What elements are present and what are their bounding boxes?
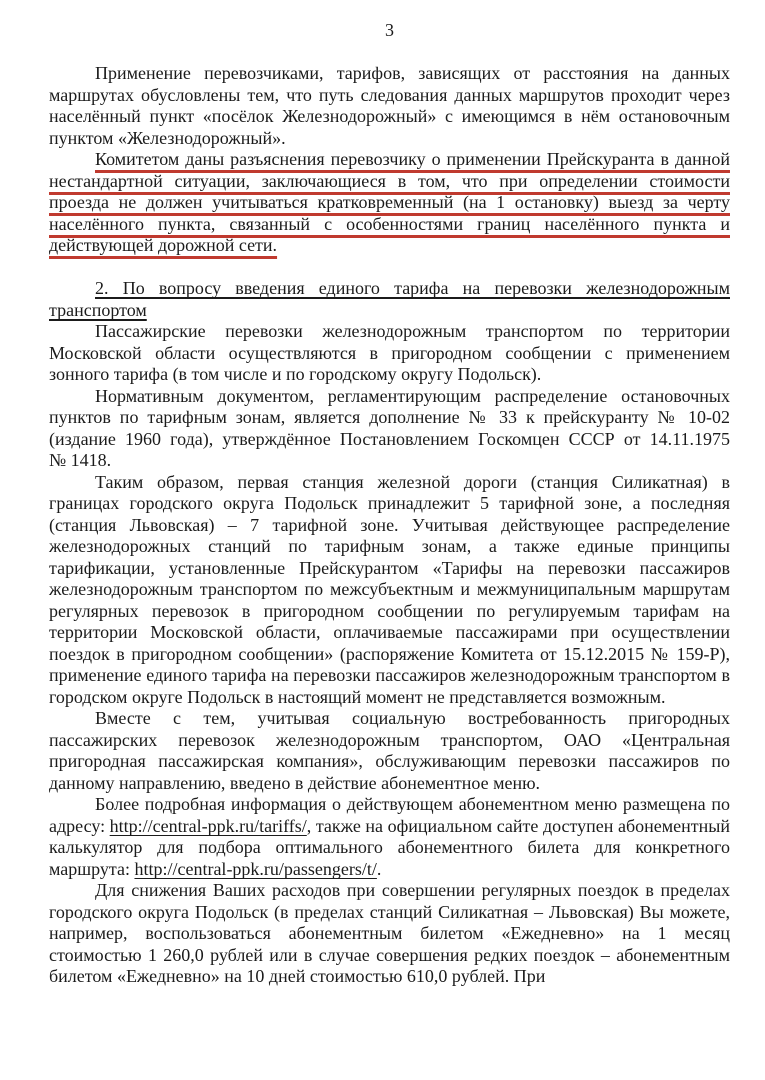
page-number: 3 [385, 20, 394, 40]
committee-clarification-paragraph-red-underlined: Комитетом даны разъяснения перевозчику о применении Прейскуранта в данной нестандартной ситуации, заключающиеся в том, что при определении стоимости проезда не должен учитываться кратковременный (на 1 остановку) выезд за черту населённого пункта, связанный с особенностями границ населённого пункта и действующей дорожной сети. [49, 149, 730, 255]
tariffs-url-link[interactable]: http://central-ppk.ru/tariffs/ [109, 815, 307, 836]
text-run: Более подробная информация о действующем абонементном меню размещена по адресу: [49, 794, 730, 836]
document-body [49, 63, 730, 988]
tariff-zones-paragraph: Таким образом, первая станция железной дороги (станция Силикатная) в границах городского округа Подольск принадлежит 5 тарифной зоне, а последняя (станция Львовская) – 7 тарифной зоне. Учитывая действующее распределение железнодорожных станций по тарифным зонам, а также единые принципы тарификации, установленные Прейскурантом «Тарифы на перевозки пассажиров железнодорожным транспортом по межсубъектным и межмуниципальным маршрутам регулярных перевозок в пригородном сообщении по регулируемым тарифам на территории Московской области, оплачиваемые пассажирами при осуществлении поездок в пригородном сообщении» (распоряжение Комитета от 15.12.2015 № 159-Р), применение единого тарифа на перевозки пассажиров железнодорожным транспортом в городском округе Подольск в настоящий момент не представляется возможным. [49, 471, 730, 707]
section-2-heading: 2. По вопросу введения единого тарифа на перевозки железнодорожным транспортом [49, 278, 730, 320]
passengers-url-link[interactable]: http://central-ppk.ru/passengers/t/ [134, 858, 377, 879]
subscription-menu-paragraph: Вместе с тем, учитывая социальную востребованность пригородных пассажирских перевозок железнодорожным транспортом, ОАО «Центральная пригородная пассажирская компания», обслуживающим перевозки пассажиров по данному направлению, введено в действие абонементное меню. [49, 708, 730, 793]
links-paragraph [49, 794, 730, 880]
zonal-tariff-paragraph: Пассажирские перевозки железнодорожным транспортом по территории Московской области осуществляются в пригородном сообщении с применением зонного тарифа (в том числе и по городскому округу Подольск). [49, 321, 730, 384]
normative-document-paragraph: Нормативным документом, регламентирующим распределение остановочных пунктов по тарифным зонам, является дополнение № 33 к прейскуранту № 10-02 (издание 1960 года), утверждённое Постановлением Госкомцен СССР от 14.11.1975 № 1418. [49, 385, 730, 470]
ticket-prices-paragraph: Для снижения Ваших расходов при совершении регулярных поездок в пределах городского округа Подольск (в пределах станций Силикатная – Львовская) Вы можете, например, воспользоваться абонементным билетом «Ежедневно» на 1 месяц стоимостью 1 260,0 рублей или в случае совершения редких поездок – абонементным билетом «Ежедневно» на 10 дней стоимостью 610,0 рублей. При [49, 880, 730, 986]
intro-paragraph: Применение перевозчиками, тарифов, зависящих от расстояния на данных маршрутах обусловлены тем, что путь следования данных маршрутов проходит через населённый пункт «посёлок Железнодорожный» с имеющимся в нём остановочным пунктом «Железнодорожный». [49, 63, 730, 148]
text-run: , также на официальном сайте доступен абонементный калькулятор для подбора оптимального абонементного билета для конкретного маршрута: [49, 815, 730, 879]
text-run: . [376, 858, 382, 879]
